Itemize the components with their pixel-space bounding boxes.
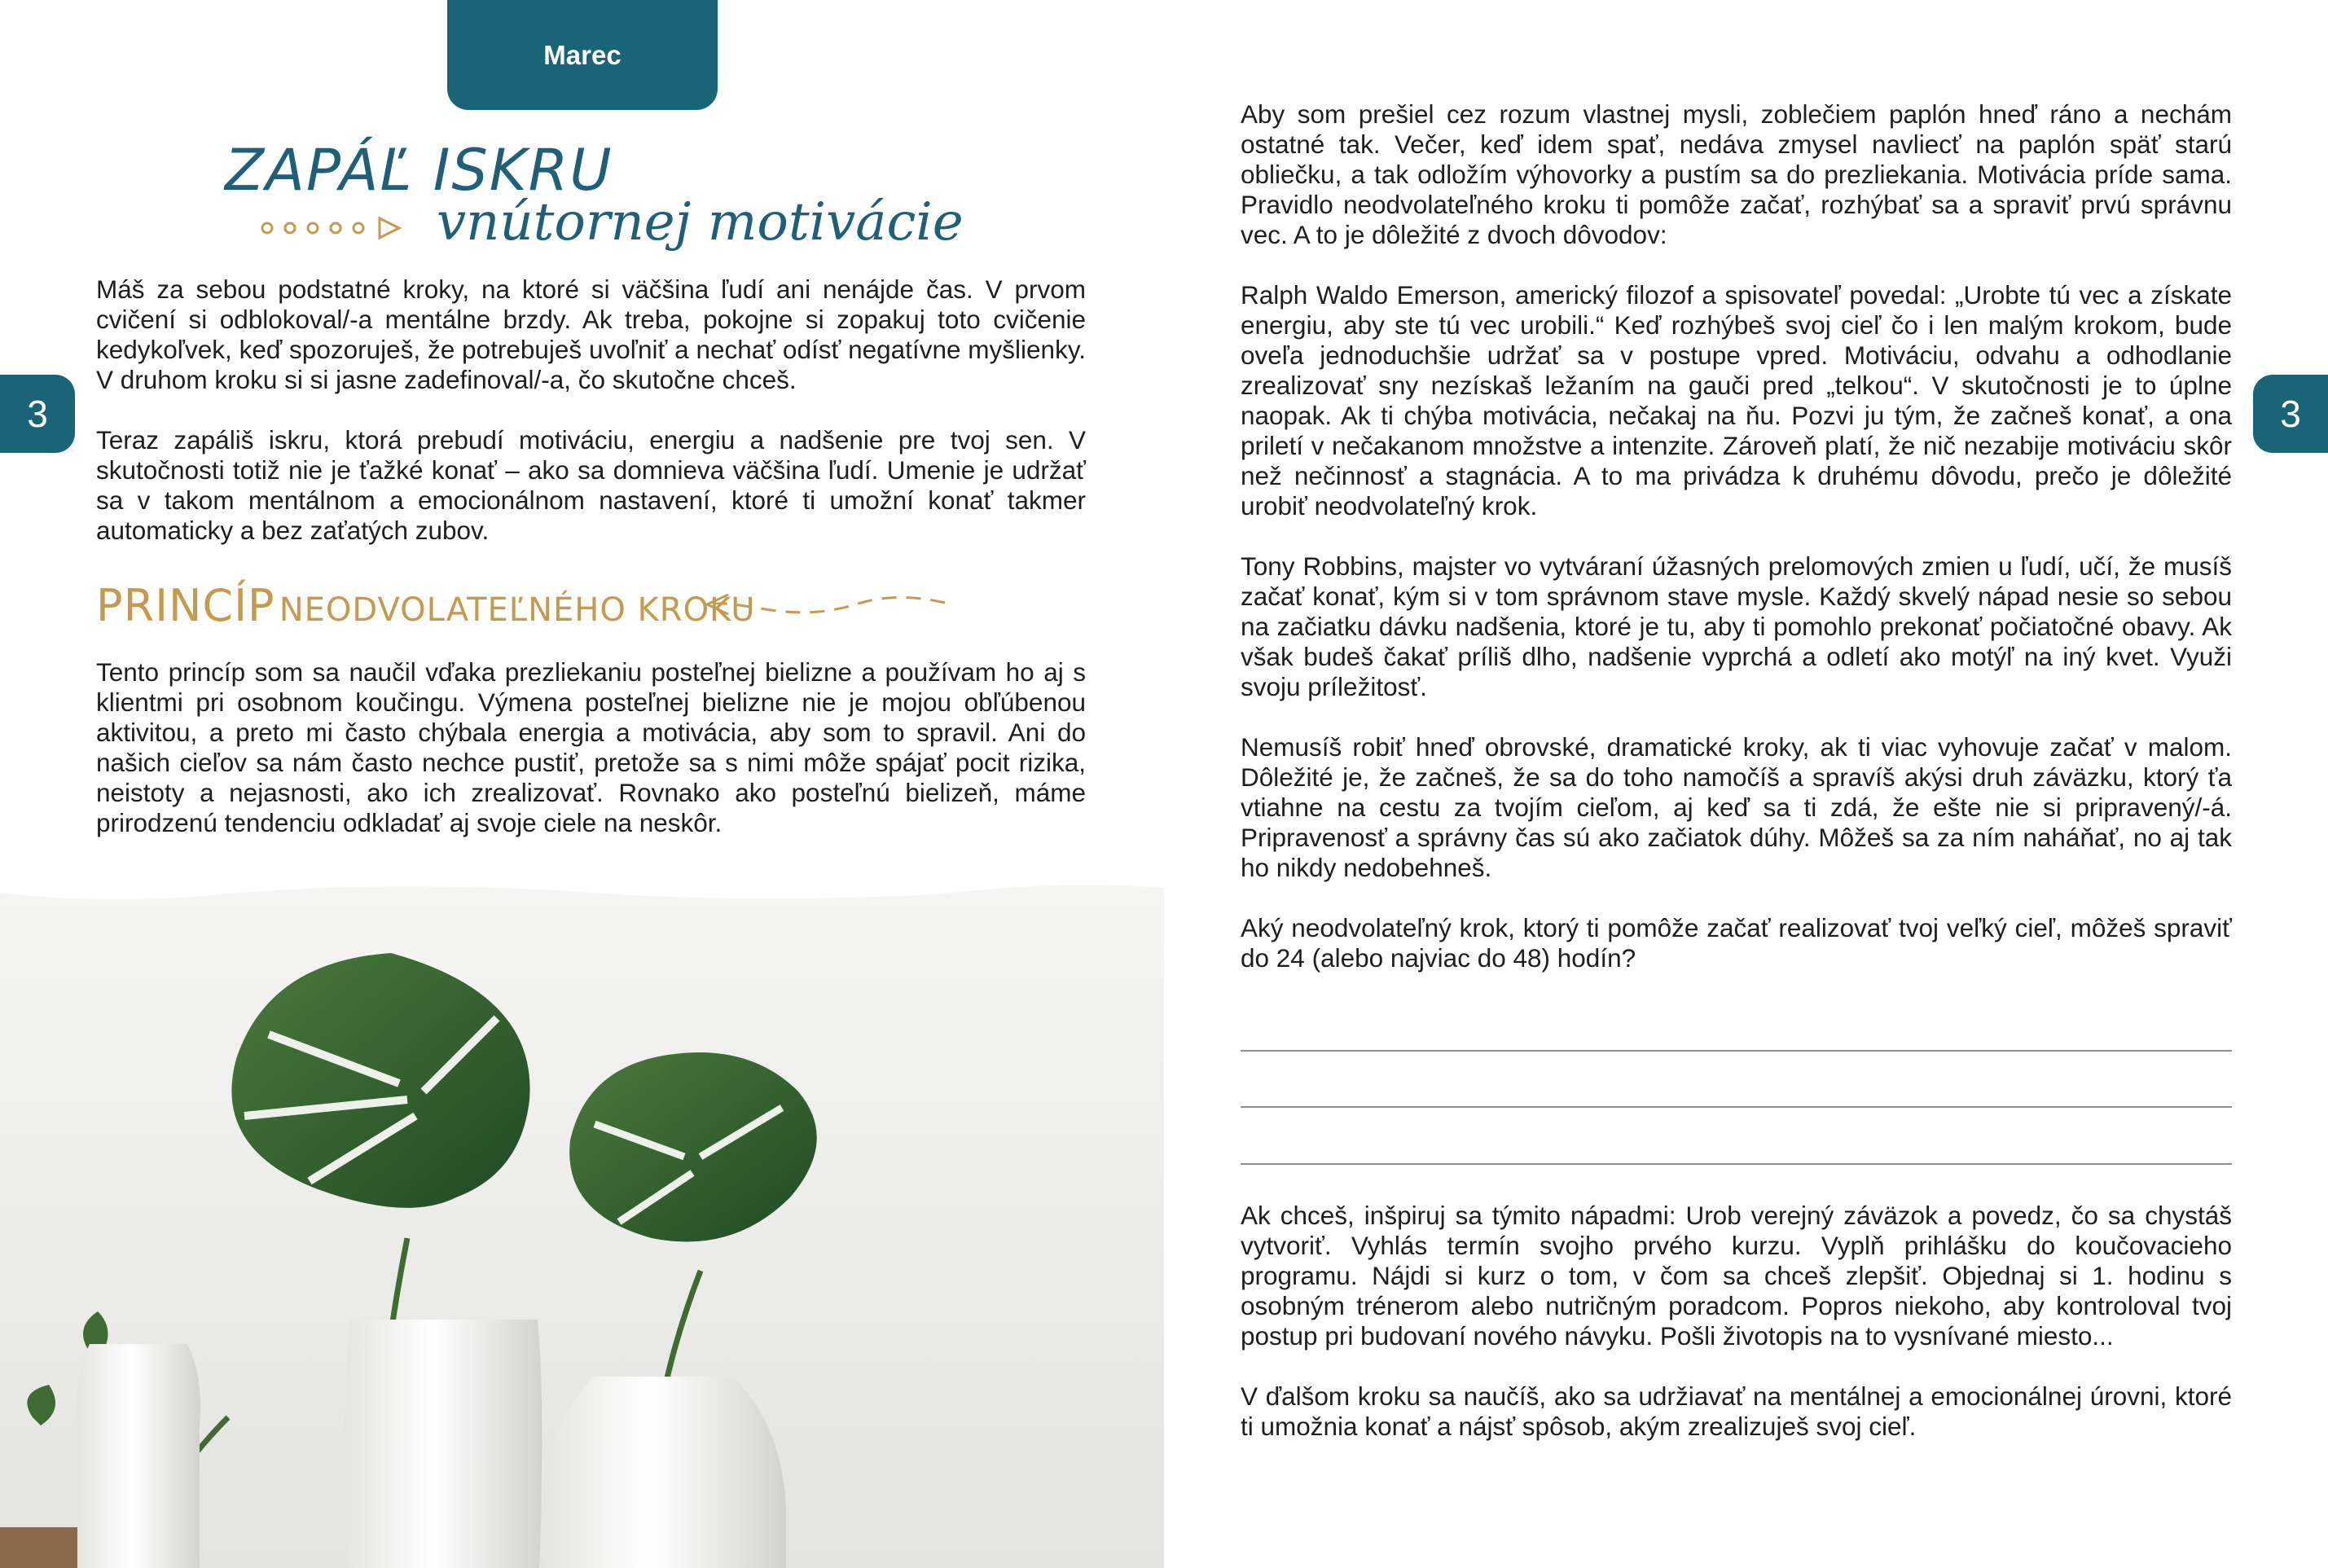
section-title <box>96 580 756 631</box>
answer-line[interactable] <box>1241 1050 2232 1052</box>
paragraph: Tony Robbins, majster vo vytváraní úžasných prelomových zmien u ľudí, učí, že musíš začať konať, kým si v tom správnom stave mysle. Každý skvelý nápad nesie so sebou na začiatku dávku nadšenia, ktoré je tu, aby ti pomohlo prekonať počiatočné obavy. Ak však budeš čakať príliš dlho, nadšenie vyprchá a odletí ako motýľ na iný kvet. Využi svoju príležitosť. <box>1241 551 2232 701</box>
chapter-tab-right: 3 <box>2253 375 2328 453</box>
paragraph: Tento princíp som sa naučil vďaka prezliekaniu posteľnej bielizne a používam ho aj s klientmi pri osobnom koučingu. Výmena posteľnej bielizne nie je mojou obľúbenou aktivitou, a preto mi často chýbala energia a motivácia, aby som to spravil. Ani do našich cieľov sa nám často nechce pustiť, pretože sa s nimi môže spájať pocit rizika, neistoty a nejasnosti, ako ich zrealizovať. Rovnako ako posteľnú bielizeň, máme prirodzenú tendenciu odkladať aj svoje ciele na neskôr. <box>96 657 1086 837</box>
paragraph: Teraz zapáliš iskru, ktorá prebudí motiváciu, energiu a nadšenie pre tvoj sen. V skutočnosti totiž nie je ťažké konať – ako sa domnieva väčšina ľudí. Umenie je udržať sa v takom mentálnom a emocionálnom nastavení, ktoré ti umožní konať takmer automaticky a bez zaťatých zubov. <box>96 425 1086 545</box>
right-text-top <box>1241 99 2232 1004</box>
chapter-title: ZAPÁĽ ISKRU <box>225 137 613 204</box>
section-title-rest: NEODVOLATEĽNÉHO KROKU <box>279 591 756 629</box>
paragraph: Aby som prešiel cez rozum vlastnej mysli, zoblečiem paplón hneď ráno a nechám ostatné tak. Večer, keď idem spať, nedáva zmysel navliecť na paplón späť starú obliečku, a tak odložím výhovorky a pustím sa do prezliekania. Motivácia príde sama. Pravidlo neodvolateľného kroku ti pomôže začať, rozhýbať sa a spraviť prvú správnu vec. A to je dôležité z dvoch dôvodov: <box>1241 99 2232 249</box>
chapter-subtitle: vnútornej motivácie <box>437 192 964 253</box>
intro-text <box>96 275 1086 576</box>
paragraph: V ďalšom kroku sa naučíš, ako sa udržiavať na mentálnej a emocionálnej úrovni, ktoré ti umožnia konať a nájsť spôsob, akým zrealizuješ svoj cieľ. <box>1241 1381 2232 1441</box>
wavy-arrow-icon <box>701 585 953 626</box>
month-tab: Marec <box>447 0 718 110</box>
chapter-tab-left: 3 <box>0 375 75 453</box>
paragraph: Nemusíš robiť hneď obrovské, dramatické kroky, ak ti viac vyhovuje začať v malom. Dôležité je, že začneš, že sa do toho namočíš a spravíš akýsi druh záväzku, ktorý ťa vtiahne na cestu za tvojím cieľom, aj keď sa ti zdá, že ešte nie si pripravený/-á. Pripravenosť a správny čas sú ako začiatok dúhy. Môžeš sa za ním naháňať, no aj tak ho nikdy nedobehneš. <box>1241 732 2232 882</box>
paragraph: Ralph Waldo Emerson, americký filozof a spisovateľ povedal: „Urobte tú vec a získate energiu, aby ste tú vec urobili.“ Keď rozhýbeš svoj cieľ čo i len malým krokom, bude oveľa jednoduchšie udržať sa v postupe vpred. Motiváciu, odvahu a odhodlanie zrealizovať sny nezískaš ležaním na gauči pred „telkou“. V skutočnosti je to úplne naopak. Ak ti chýba motivácia, nečakaj na ňu. Pozvi ju tým, že začneš konať, a ona priletí v nečakanom množstve a intenzite. Zároveň platí, že nič nezabije motiváciu skôr než nečinnosť a stagnácia. A to ma privádza k druhému dôvodu, prečo je dôležité urobiť neodvolateľný krok. <box>1241 280 2232 520</box>
section-text <box>96 657 1086 868</box>
dots-arrow-icon <box>259 215 406 239</box>
right-text-bottom <box>1241 1201 2232 1472</box>
answer-line[interactable] <box>1241 1106 2232 1108</box>
plant-photo <box>0 855 1164 1568</box>
paragraph: Máš za sebou podstatné kroky, na ktoré si väčšina ľudí ani nenájde čas. V prvom cvičení si odblokoval/-a mentálne brzdy. Ak treba, pokojne si zopakuj toto cvičenie kedykoľvek, keď spozoruješ, že potrebuješ uvoľniť a nechať odísť negatívne myšlienky. V druhom kroku si si jasne zadefinoval/-a, čo skutočne chceš. <box>96 275 1086 394</box>
paragraph: Aký neodvolateľný krok, ktorý ti pomôže začať realizovať tvoj veľký cieľ, môžeš spraviť do 24 (alebo najviac do 48) hodín? <box>1241 913 2232 973</box>
section-title-first: PRINCÍP <box>96 580 275 631</box>
paragraph: Ak chceš, inšpiruj sa týmito nápadmi: Urob verejný záväzok a povedz, čo sa chystáš vytvoriť. Vyhlás termín svojho prvého kurzu. Vyplň prihlášku do koučovacieho programu. Nájdi si kurz o tom, v čom sa chceš zlepšiť. Objednaj si 1. hodinu s osobným trénerom alebo nutričným poradcom. Popros niekoho, aby kontroloval tvoj postup pri budovaní nového návyku. Pošli životopis na to vysnívané miesto... <box>1241 1201 2232 1351</box>
answer-line[interactable] <box>1241 1163 2232 1165</box>
